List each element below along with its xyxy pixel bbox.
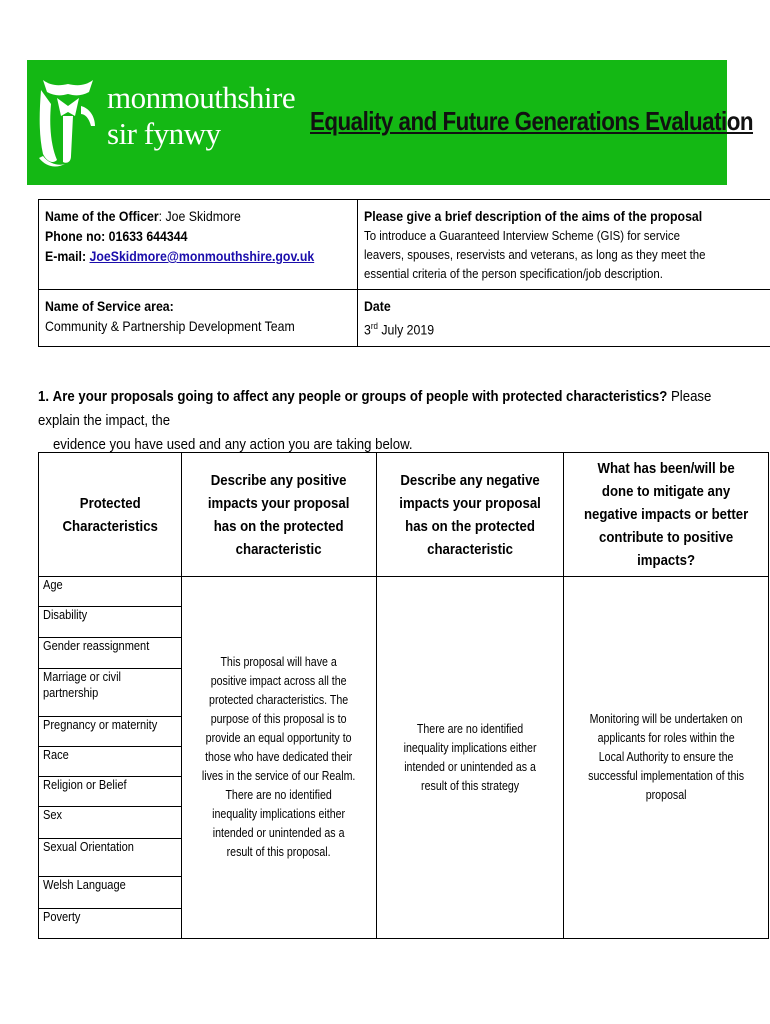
officer-name-label: Name of the Officer xyxy=(45,208,159,224)
officer-email-label: E-mail: xyxy=(45,248,87,264)
header-mitigation: What has been/will be done to mitigate any negative impacts or better contribute to positive impacts? xyxy=(563,453,768,577)
brand-name-english: monmouthshire xyxy=(107,80,296,115)
characteristic-marriage: Marriage or civil partnership xyxy=(39,669,182,717)
date-rest: July 2019 xyxy=(377,321,434,338)
monmouthshire-logo xyxy=(37,72,296,172)
characteristic-gender-reassignment: Gender reassignment xyxy=(39,638,182,669)
officer-name-value: : Joe Skidmore xyxy=(158,208,241,224)
service-area-label: Name of Service area: xyxy=(45,298,174,314)
characteristic-poverty: Poverty xyxy=(39,909,182,939)
characteristic-race: Race xyxy=(39,747,182,777)
question-normal-text: Please explain the impact, the xyxy=(38,388,712,429)
header-negative-impacts: Describe any negative impacts your proposal has on the protected characteristic xyxy=(376,453,563,577)
document-title: Equality and Future Generations Evaluation xyxy=(310,106,754,136)
characteristic-welsh-language: Welsh Language xyxy=(39,877,182,909)
mitigation-text: Monitoring will be undertaken on applicants for roles within the Local Authority to ensure the successful implementation of this proposal xyxy=(563,577,768,939)
question-line-2: evidence you have used and any action you are taking below. xyxy=(52,436,413,453)
date-label: Date xyxy=(363,298,391,314)
positive-impacts-text: This proposal will have a positive impact across all the protected characteristics. The purpose of this proposal is to provide an equal opportunity to those who have dedicated their lives in the service of our Realm. There are no identified inequality implications either intended or unintended as a result of this proposal. xyxy=(182,577,376,939)
aims-text: To introduce a Guaranteed Interview Scheme (GIS) for service leavers, spouses, reservists and veterans, as long as they meet the essential criteria of the person specification/job description. xyxy=(363,228,706,281)
date-suffix: rd xyxy=(370,321,378,331)
brand-name-welsh: sir fynwy xyxy=(107,116,221,151)
characteristic-disability: Disability xyxy=(39,607,182,638)
characteristic-pregnancy: Pregnancy or maternity xyxy=(39,717,182,747)
characteristic-age: Age xyxy=(39,577,182,607)
aims-cell xyxy=(357,200,770,290)
characteristic-religion: Religion or Belief xyxy=(39,777,182,807)
date-cell xyxy=(357,290,770,347)
header-positive-impacts: Describe any positive impacts your proposal has on the protected characteristic xyxy=(182,453,376,577)
question-number: 1. xyxy=(38,388,50,405)
question-1 xyxy=(38,385,738,457)
negative-impacts-text: There are no identified inequality implications either intended or unintended as a result of this strategy xyxy=(376,577,563,939)
dragon-emblem-icon xyxy=(37,76,99,168)
header-banner xyxy=(27,60,754,185)
characteristic-sexual-orientation: Sexual Orientation xyxy=(39,839,182,877)
officer-details-cell xyxy=(39,200,358,290)
header-protected-characteristics: Protected Characteristics xyxy=(39,453,182,577)
question-bold-text: Are your proposals going to affect any people or groups of people with protected characteristics? xyxy=(52,388,668,405)
date-day: 3 xyxy=(363,321,371,338)
officer-info-table xyxy=(38,199,770,347)
officer-email-link[interactable]: JoeSkidmore@monmouthshire.gov.uk xyxy=(89,248,315,264)
officer-name-line xyxy=(45,206,241,226)
characteristic-sex: Sex xyxy=(39,807,182,839)
protected-characteristics-table xyxy=(38,452,769,939)
officer-phone: Phone no: 01633 644344 xyxy=(45,228,188,244)
date-value xyxy=(364,316,434,340)
aims-label: Please give a brief description of the aims of the proposal xyxy=(363,208,703,224)
service-area-value: Community & Partnership Development Team xyxy=(45,318,295,334)
service-area-cell xyxy=(39,290,358,347)
officer-email-line xyxy=(45,246,314,266)
